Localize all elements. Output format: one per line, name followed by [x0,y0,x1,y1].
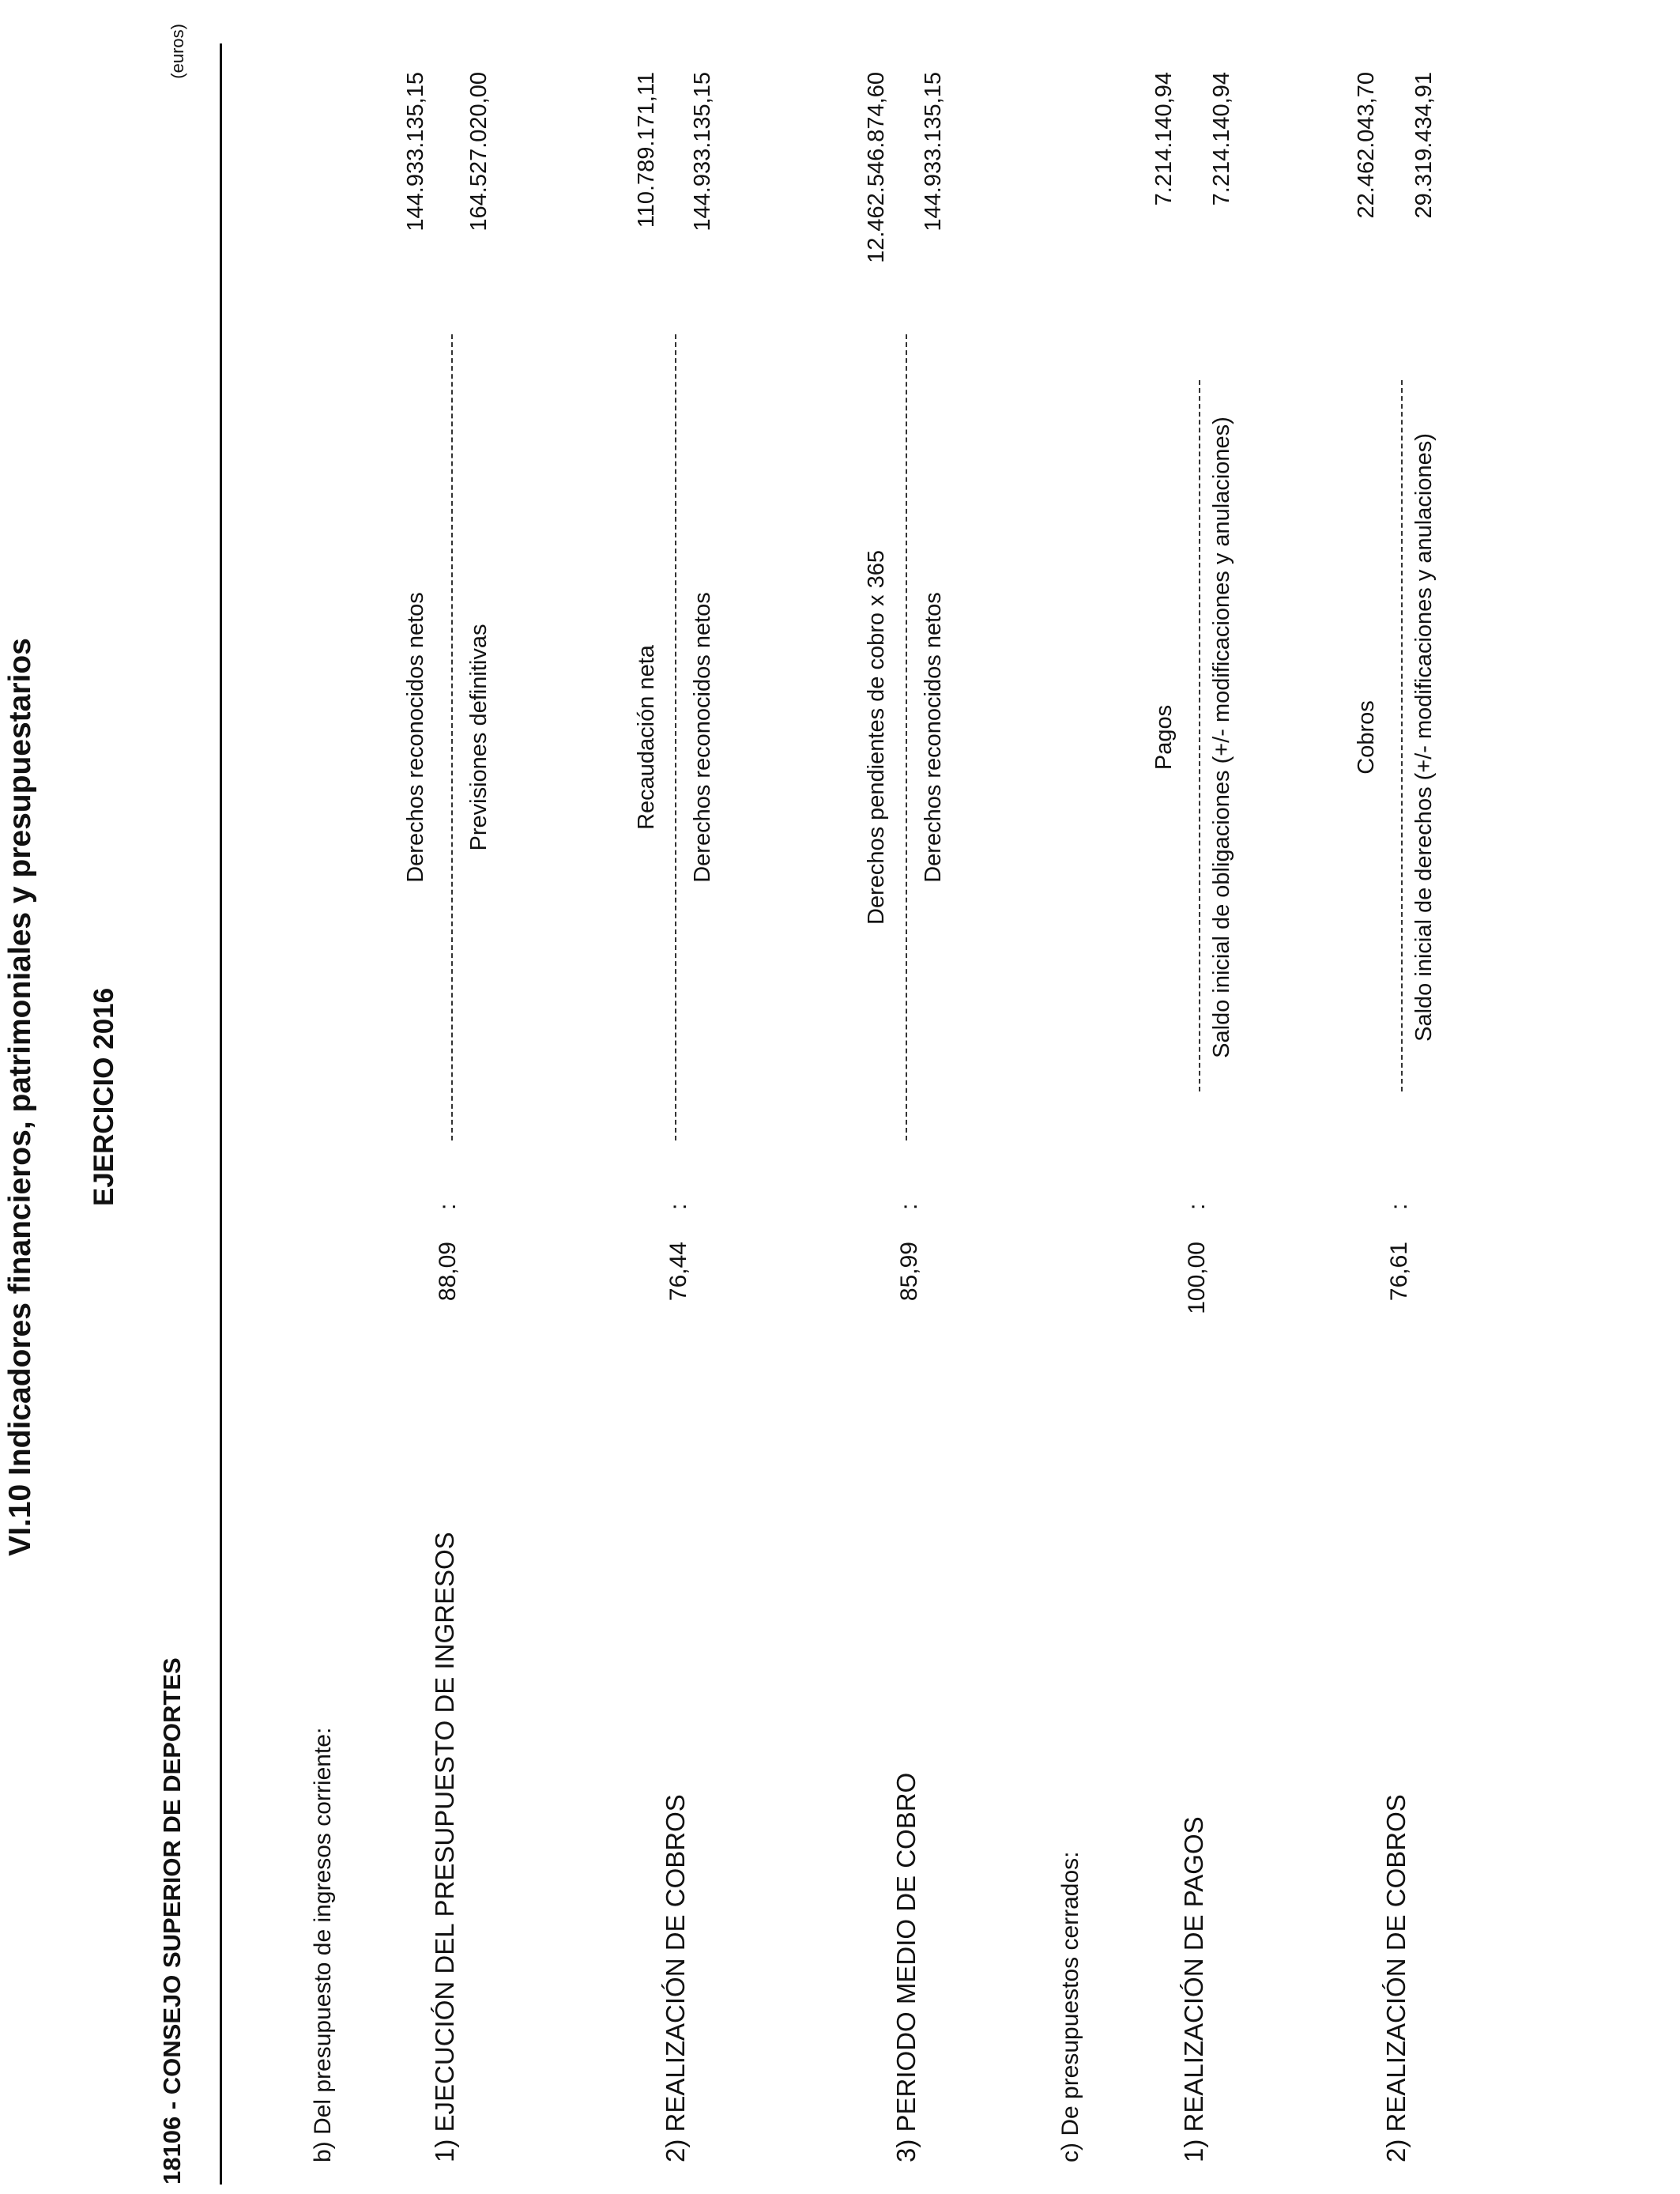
numerator-amount: 144.933.135,15 [403,72,428,232]
numerator-amount: 110.789.171,11 [634,72,659,228]
numerator-amount: 12.462.546.874,60 [864,72,889,263]
indicator-value: 85,99 [896,1242,922,1302]
numerator-label: Cobros [1354,700,1379,775]
denominator-label: Derechos reconocidos netos [921,592,946,883]
fraction-line [451,334,453,1140]
numerator-amount: 7.214.140,94 [1151,72,1177,206]
colon: : [435,1203,461,1210]
denominator-amount: 29.319.434,91 [1411,72,1437,219]
entity-name: 18106 - CONSEJO SUPERIOR DE DEPORTES [158,1657,186,2185]
denominator-amount: 144.933.135,15 [690,72,715,232]
numerator-label: Recaudación neta [634,645,659,830]
denominator-amount: 164.527.020,00 [466,72,492,232]
page-title: VI.10 Indicadores financieros, patrimoniales y presupuestarios [3,638,37,1556]
indicator-label: 2) REALIZACIÓN DE COBROS [661,1794,690,2162]
denominator-label: Saldo inicial de obligaciones (+/- modificaciones y anulaciones) [1209,417,1234,1058]
numerator-label: Pagos [1151,704,1177,771]
colon: : [1386,1203,1412,1210]
denominator-label: Saldo inicial de derechos (+/- modificaciones y anulaciones) [1411,433,1437,1042]
section-b-heading: b) Del presupuesto de ingresos corriente: [310,1727,336,2162]
colon: : [896,1203,922,1210]
fraction-line [1401,380,1403,1091]
fraction-line [675,334,676,1140]
numerator-label: Derechos pendientes de cobro x 365 [864,550,889,925]
units-note: (euros) [168,24,187,79]
numerator-label: Derechos reconocidos netos [403,592,428,883]
section-c-heading: c) De presupuestos cerrados: [1057,1851,1083,2162]
indicator-value: 88,09 [435,1242,461,1302]
denominator-amount: 7.214.140,94 [1209,72,1234,206]
exercise-heading: EJERCICIO 2016 [89,987,119,1207]
colon: : [1184,1203,1210,1210]
indicator-value: 76,44 [665,1242,691,1302]
colon: : [665,1203,691,1210]
indicator-label: 1) EJECUCIÓN DEL PRESUPUESTO DE INGRESOS [430,1532,459,2162]
indicator-value: 76,61 [1386,1242,1412,1302]
denominator-label: Previsiones definitivas [466,624,492,851]
denominator-amount: 144.933.135,15 [921,72,946,232]
indicator-label: 3) PERIODO MEDIO DE COBRO [891,1772,921,2162]
indicator-label: 1) REALIZACIÓN DE PAGOS [1179,1816,1208,2162]
indicator-value: 100,00 [1184,1242,1210,1314]
fraction-line [906,334,907,1140]
header-rule [220,43,222,2185]
indicator-label: 2) REALIZACIÓN DE COBROS [1381,1794,1411,2162]
denominator-label: Derechos reconocidos netos [690,592,715,883]
fraction-line [1199,380,1200,1091]
numerator-amount: 22.462.043,70 [1354,72,1379,219]
